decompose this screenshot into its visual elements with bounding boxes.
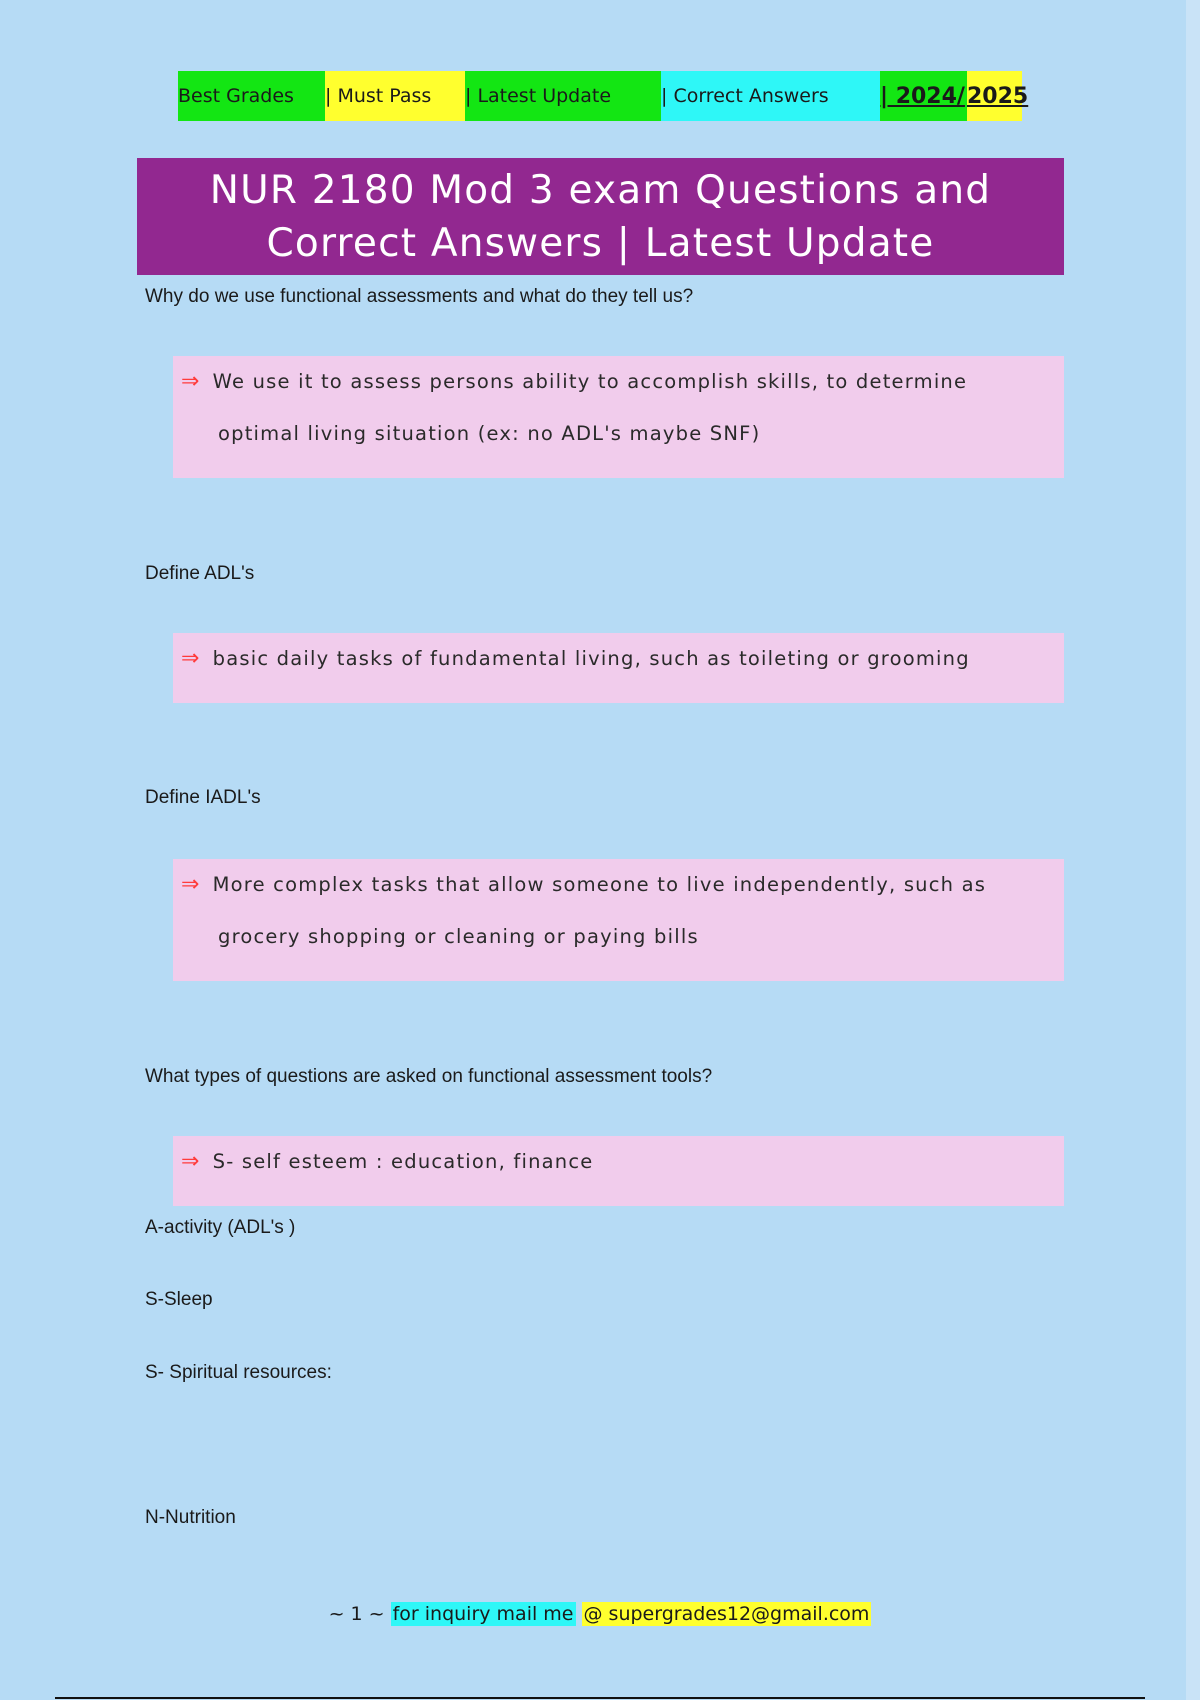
question-4: What types of questions are asked on functional assessment tools? — [145, 1066, 713, 1087]
line-nutrition: N-Nutrition — [145, 1507, 236, 1528]
answer-4 — [173, 1136, 1064, 1206]
banner-correct-answers: | Correct Answers — [661, 71, 880, 121]
banner-must-pass: | Must Pass — [325, 71, 465, 121]
page-title — [137, 158, 1064, 275]
answer-2-line-1: basic daily tasks of fundamental living, such as toileting or grooming — [212, 647, 970, 670]
page-footer — [0, 1602, 1200, 1626]
top-banner — [178, 71, 1029, 121]
answer-1-line-1: We use it to assess persons ability to accomplish skills, to determine — [212, 370, 968, 393]
answer-3-line-2: grocery shopping or cleaning or paying bills — [218, 925, 699, 948]
footer-inquiry: for inquiry mail me — [392, 1603, 574, 1625]
page-edge — [1186, 0, 1200, 1700]
line-spiritual: S- Spiritual resources: — [145, 1362, 332, 1383]
arrow-icon: ⇒ — [181, 872, 201, 897]
line-activity: A-activity (ADL's ) — [145, 1217, 296, 1238]
answer-1-line-2: optimal living situation (ex: no ADL's maybe SNF) — [218, 422, 761, 445]
question-3: Define IADL's — [145, 787, 261, 808]
arrow-icon: ⇒ — [181, 1149, 201, 1174]
answer-3-line-1: More complex tasks that allow someone to live independently, such as — [212, 873, 987, 896]
page-number: ~ 1 ~ — [328, 1603, 385, 1625]
bottom-divider — [55, 1697, 1145, 1699]
answer-1 — [173, 356, 1064, 478]
arrow-icon: ⇒ — [181, 369, 201, 394]
title-line-1: NUR 2180 Mod 3 exam Questions and — [209, 167, 992, 213]
question-2: Define ADL's — [145, 563, 255, 584]
answer-3 — [173, 859, 1064, 981]
answer-4-line-1: S- self esteem : education, finance — [212, 1150, 594, 1173]
footer-email[interactable]: @ supergrades12@gmail.com — [583, 1603, 870, 1625]
question-1: Why do we use functional assessments and what do they tell us? — [145, 286, 694, 307]
banner-latest-update: | Latest Update — [465, 71, 661, 121]
line-sleep: S-Sleep — [145, 1289, 213, 1310]
arrow-icon: ⇒ — [181, 646, 201, 671]
banner-year-end: 2025 — [967, 71, 1022, 121]
banner-year-start: | 2024/ — [880, 71, 967, 121]
answer-2 — [173, 633, 1064, 703]
banner-best-grades: Best Grades — [178, 71, 325, 121]
title-line-2: Correct Answers | Latest Update — [266, 220, 935, 266]
